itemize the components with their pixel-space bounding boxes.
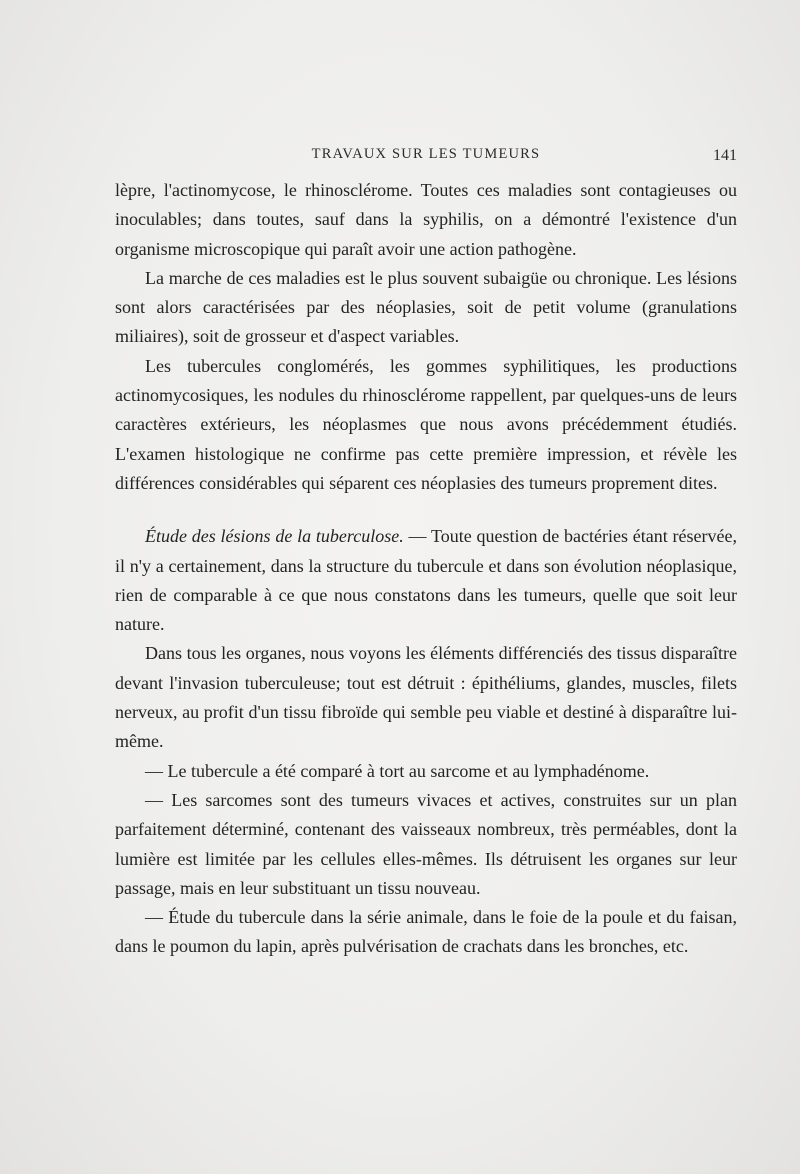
paragraph: — Les sarcomes sont des tumeurs vivaces et actives, construites sur un plan parfaitement déterminé, contenant des vaisseaux nombreux, très perméables, dont la lumière est limitée par les cellules elles-mêmes. Ils détruisent les organes sur leur passage, mais en leur substituant un tissu nouveau.: [115, 789, 737, 898]
paragraph: — Étude du tubercule dans la série animale, dans le foie de la poule et du faisan, dans le poumon du lapin, après pulvérisation de crachats dans les bronches, etc.: [115, 907, 737, 957]
section-text: — Toute question de bactéries étant réservée, il n'y a certainement, dans la structure du tubercule et dans son évolution néoplasique, rien de comparable à ce que nous constatons dans les tumeurs, quelle que soit leur nature.: [115, 526, 737, 635]
body-text: [115, 176, 737, 962]
paragraph-continuation: lèpre, l'actinomycose, le rhinosclérome. Toutes ces maladies sont contagieuses ou inoculables; dans toutes, sauf dans la syphilis, on a démontré l'existence d'un organisme microscopique qui paraît avoir une action pathogène.: [115, 180, 737, 259]
paragraph: Dans tous les organes, nous voyons les éléments différenciés des tissus disparaître devant l'invasion tuberculeuse; tout est détruit : épithéliums, glandes, muscles, filets nerveux, au profit d'un tissu fibroïde qui semble peu viable et destiné à disparaître lui-même.: [115, 643, 737, 752]
paragraph: Les tubercules conglomérés, les gommes syphilitiques, les productions actinomycosiques, les nodules du rhinosclérome rappellent, par quelques-uns de leurs caractères extérieurs, les néoplasmes que nous avons précédemment étudiés. L'examen histologique ne confirme pas cette première impression, et révèle les différences considérables qui séparent ces néoplasies des tumeurs proprement dites.: [115, 355, 737, 493]
paragraph: La marche de ces maladies est le plus souvent subaigüe ou chronique. Les lésions sont alors caractérisées par des néoplasies, soit de petit volume (granulations miliaires), soit de grosseur et d'aspect variables.: [115, 267, 737, 347]
page-number: 141: [713, 147, 737, 164]
section-heading: Étude des lésions de la tuberculose.: [145, 526, 404, 547]
page-header: [115, 146, 737, 168]
running-title: TRAVAUX SUR LES TUMEURS: [311, 146, 541, 162]
paragraph: — Le tubercule a été comparé à tort au sarcome et au lymphadénome.: [145, 760, 650, 781]
section-paragraph: [115, 522, 737, 639]
